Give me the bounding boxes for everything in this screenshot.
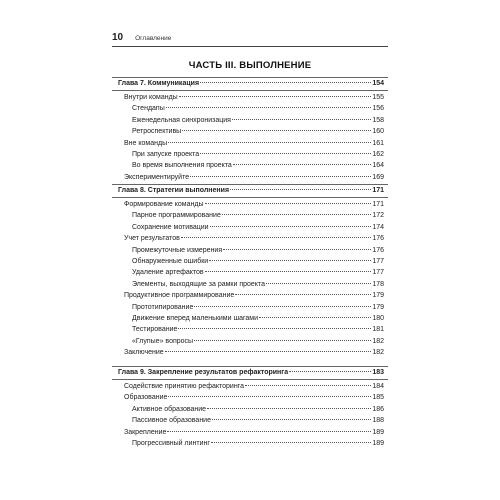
toc-entry-title: Ретроспективы	[132, 128, 182, 136]
toc-subsection	[132, 160, 384, 171]
dot-leader	[222, 214, 371, 215]
toc-entry-title: Глава 9. Закрепление результатов рефакторинга	[118, 369, 289, 376]
toc-chapter	[118, 78, 384, 89]
toc-entry-title: Тестирование	[132, 326, 178, 334]
chapter-bottom-rule	[112, 379, 388, 380]
toc-entry-title: Прототипирование	[132, 303, 194, 311]
toc-section	[124, 138, 384, 149]
dot-leader	[179, 96, 372, 97]
toc-entry-title: Образование	[124, 394, 168, 402]
toc-section	[124, 233, 384, 244]
toc-entry-title: Удаление артефактов	[132, 269, 204, 277]
toc-subsection	[132, 256, 384, 267]
toc-entry-title: Глава 8. Стратегии выполнения	[118, 187, 230, 194]
part-title: ЧАСТЬ III. ВЫПОЛНЕНИЕ	[188, 60, 312, 71]
dot-leader	[235, 294, 371, 295]
toc-entry-page: 155	[372, 94, 384, 101]
toc-entry-title: Продуктивное программирование	[124, 292, 235, 300]
toc-entry-title: Глава 7. Коммуникация	[118, 80, 200, 87]
dot-leader	[168, 142, 371, 143]
toc-entry-title: Сохранение мотивации	[132, 223, 209, 231]
toc-entry-page: 164	[372, 162, 384, 170]
toc-entry-page: 176	[372, 235, 384, 243]
dot-leader	[181, 237, 372, 238]
toc-subsection	[132, 313, 384, 324]
toc-entry-title: Промежуточные измерения	[132, 246, 223, 254]
toc-entry-page: 182	[372, 349, 384, 357]
dot-leader	[289, 371, 371, 372]
dot-leader	[200, 153, 371, 154]
chapter-bottom-rule	[112, 197, 388, 198]
toc-section	[124, 199, 384, 210]
toc-entry-page: 177	[372, 258, 384, 265]
toc-subsection	[132, 126, 384, 137]
toc-entry-title: Парное программирование	[132, 212, 221, 220]
toc-subsection	[132, 302, 384, 313]
toc-entry-page: 188	[372, 417, 384, 425]
toc-entry-page: 171	[372, 187, 384, 194]
toc-section	[124, 290, 384, 301]
toc-entry-page: 183	[372, 369, 384, 376]
dot-leader	[210, 226, 372, 227]
toc-chapter	[118, 367, 384, 378]
running-head-title: Оглавление	[135, 35, 172, 42]
dot-leader	[212, 419, 371, 420]
toc-section	[124, 92, 384, 103]
dot-leader	[233, 164, 371, 165]
toc-section	[124, 347, 384, 358]
toc-entry-page: 177	[372, 269, 384, 277]
toc-subsection	[132, 115, 384, 126]
toc-entry-title: Движение вперед маленькими шагами	[132, 315, 258, 322]
toc-entry-page: 160	[372, 128, 384, 136]
dot-leader	[232, 119, 371, 120]
toc-entry-title: Содействие принятию рефакторинга	[124, 383, 244, 390]
toc-entry-page: 189	[372, 440, 384, 447]
toc-entry-title: Прогрессивный линтинг	[132, 440, 210, 447]
toc-entry-title: Заключение	[124, 349, 164, 357]
dot-leader	[178, 328, 371, 329]
dot-leader	[168, 396, 371, 397]
toc-entry-page: 162	[372, 151, 384, 158]
dot-leader	[230, 189, 371, 190]
dot-leader	[182, 130, 371, 131]
toc-entry-page: 158	[372, 116, 384, 124]
toc-subsection	[132, 324, 384, 335]
dot-leader	[211, 442, 371, 443]
toc-entry-page: 178	[372, 280, 384, 288]
toc-subsection	[132, 415, 384, 426]
toc-entry-title: Еженедельная синхронизация	[132, 116, 231, 124]
toc-entry-page: 179	[372, 303, 384, 311]
toc-entry-title: Обнаруженные ошибки	[132, 258, 209, 265]
page-number: 10	[112, 32, 124, 43]
toc-entry-title: Пассивное образование	[132, 417, 211, 425]
toc-subsection	[132, 103, 384, 114]
dot-leader	[207, 408, 371, 409]
toc-entry-page: 171	[372, 201, 384, 208]
toc-subsection	[132, 267, 384, 278]
dot-leader	[245, 385, 371, 386]
toc-subsection	[132, 438, 384, 449]
toc-entry-page: 169	[372, 173, 384, 181]
dot-leader	[194, 340, 371, 341]
dot-leader	[167, 431, 371, 432]
toc-entry-page: 156	[372, 105, 384, 113]
toc-entry-page: 174	[372, 223, 384, 231]
toc-section	[124, 172, 384, 183]
toc-entry-title: Во время выполнения проекта	[132, 162, 232, 170]
toc-subsection	[132, 210, 384, 221]
toc-entry-title: Элементы, выходящие за рамки проекта	[132, 280, 265, 288]
dot-leader	[223, 249, 371, 250]
toc-entry-page: 161	[372, 139, 384, 147]
dot-leader	[166, 107, 372, 108]
toc-entry-title: Экспериментируйте	[124, 173, 190, 181]
toc-subsection	[132, 149, 384, 160]
toc-entry-page: 172	[372, 212, 384, 220]
toc-subsection	[132, 279, 384, 290]
dot-leader	[194, 306, 371, 307]
toc-entry-page: 181	[372, 326, 384, 334]
toc-section	[124, 381, 384, 392]
toc-entry-title: Вне команды	[124, 139, 168, 147]
header-rule	[112, 46, 388, 47]
dot-leader	[165, 351, 372, 352]
toc-section	[124, 392, 384, 403]
toc-entry-title: Стендапы	[132, 105, 165, 113]
dot-leader	[205, 203, 372, 204]
toc-entry-title: Учет результатов	[124, 235, 180, 243]
toc-entry-title: «Глупые» вопросы	[132, 337, 194, 345]
running-head	[112, 32, 388, 44]
toc-entry-page: 182	[372, 337, 384, 345]
toc-entry-page: 176	[372, 246, 384, 254]
dot-leader	[209, 260, 371, 261]
toc-entry-title: Активное образование	[132, 405, 207, 413]
toc-entry-title: При запуске проекта	[132, 151, 200, 158]
toc-subsection	[132, 336, 384, 347]
toc-entry-page: 184	[372, 383, 384, 390]
dot-leader	[266, 283, 371, 284]
toc-entry-page: 185	[372, 394, 384, 402]
toc-entry-page: 179	[372, 292, 384, 300]
toc-subsection	[132, 404, 384, 415]
dot-leader	[200, 82, 371, 83]
toc-entry-page: 154	[372, 80, 384, 87]
toc-entry-title: Закрепление	[124, 428, 167, 436]
dot-leader	[190, 176, 371, 177]
dot-leader	[205, 271, 372, 272]
chapter-bottom-rule	[112, 90, 388, 91]
dot-leader	[259, 317, 371, 318]
toc-entry-page: 180	[372, 315, 384, 322]
toc-entry-page: 189	[372, 428, 384, 436]
toc-entry-title: Формирование команды	[124, 201, 204, 208]
toc-subsection	[132, 222, 384, 233]
toc-entry-page: 186	[372, 405, 384, 413]
toc-section	[124, 427, 384, 438]
toc-entry-title: Внутри команды	[124, 94, 178, 101]
toc-chapter	[118, 185, 384, 196]
toc-subsection	[132, 245, 384, 256]
